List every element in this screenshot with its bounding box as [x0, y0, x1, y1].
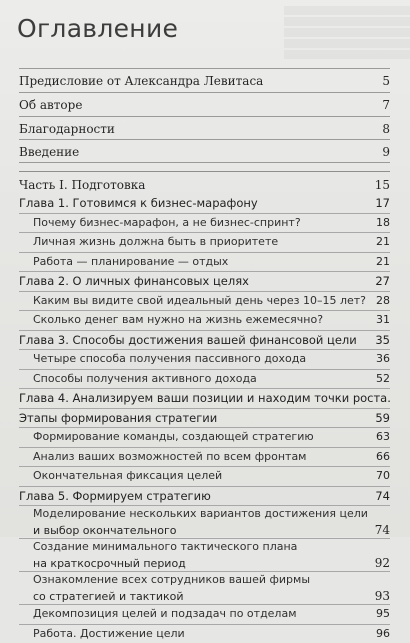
toc-entry-text: Декомпозиция целей и подзадач по отделам	[19, 605, 372, 624]
toc-entry-text: Формирование команды, создающей стратегию	[19, 428, 372, 447]
toc-entry-page: 5	[378, 74, 390, 88]
toc-entry[interactable]	[19, 538, 390, 555]
toc-entry-page: 59	[371, 409, 390, 428]
toc-entry[interactable]	[19, 604, 390, 624]
toc-entry-page: 9	[378, 145, 390, 159]
toc-entry-text: Глава 3. Способы достижения вашей финансовой цели	[19, 331, 371, 350]
toc-entry-text: Работа — планирование — отдых	[19, 253, 372, 272]
toc-entry[interactable]	[19, 330, 390, 350]
toc-entry[interactable]	[19, 427, 390, 447]
toc-entry[interactable]	[19, 486, 390, 506]
toc-entry-page: 31	[372, 311, 390, 330]
toc-entry-introduction[interactable]	[19, 139, 390, 168]
toc-entry-page: 35	[371, 331, 390, 350]
toc-entry-text: Работа. Достижение цели	[19, 625, 372, 643]
toc-entry-text: Часть I. Подготовка	[19, 176, 371, 194]
toc-entry-page: 8	[378, 122, 390, 136]
page-title: Оглавление	[17, 14, 178, 43]
table-of-contents	[19, 68, 390, 643]
toc-entry-text: Предисловие от Александра Левитаса	[19, 74, 378, 88]
toc-entry-text: Глава 4. Анализируем ваши позиции и находим точки роста.	[19, 389, 391, 408]
toc-entry-page: 18	[372, 214, 390, 233]
toc-entry-page: 74	[371, 522, 390, 538]
toc-entry-continuation[interactable]	[19, 522, 390, 538]
toc-entry-text: Четыре способа получения пассивного дохода	[19, 350, 372, 369]
toc-entry-page: 93	[371, 588, 390, 604]
toc-entry-text: Сколько денег вам нужно на жизнь ежемесячно?	[19, 311, 372, 330]
toc-entry-text: Об авторе	[19, 98, 378, 112]
toc-entry-page: 36	[372, 350, 390, 369]
toc-entry-text: Ознакомление всех сотрудников вашей фирмы	[19, 572, 386, 588]
toc-entry[interactable]	[19, 291, 390, 311]
toc-entry[interactable]	[19, 271, 390, 291]
toc-entry-page: 74	[371, 487, 390, 506]
toc-entry-text: Почему бизнес-марафон, а не бизнес-спринт?	[19, 214, 372, 233]
toc-entry-text: Глава 5. Формируем стратегию	[19, 487, 371, 506]
toc-entry-text: Окончательная фиксация целей	[19, 467, 372, 486]
toc-entry-text: и выбор окончательного	[19, 523, 371, 539]
toc-entry-page: 66	[372, 448, 390, 467]
bleed-through-text	[230, 6, 410, 76]
toc-entry-page: 21	[372, 233, 390, 252]
toc-entry-text: Личная жизнь должна быть в приоритете	[19, 233, 372, 252]
toc-entry[interactable]	[19, 194, 390, 213]
toc-entry[interactable]	[19, 349, 390, 369]
toc-part-entry[interactable]	[19, 176, 390, 194]
toc-entry-page: 27	[371, 272, 390, 291]
toc-entry-page: 96	[372, 625, 390, 643]
toc-entry[interactable]	[19, 310, 390, 330]
toc-entry[interactable]	[19, 466, 390, 486]
toc-entry-text: Благодарности	[19, 122, 378, 136]
toc-entry-text: Каким вы видите свой идеальный день через 10–15 лет?	[19, 292, 372, 311]
toc-entry-text: Глава 1. Готовимся к бизнес-марафону	[19, 194, 371, 213]
toc-entry-page: 92	[371, 555, 390, 571]
toc-entry-page: 15	[371, 176, 390, 194]
toc-entry[interactable]	[19, 505, 390, 522]
toc-entry-text: Глава 2. О личных финансовых целях	[19, 272, 371, 291]
toc-entry[interactable]	[19, 213, 390, 233]
toc-chapter-list	[19, 194, 390, 643]
toc-entry[interactable]	[19, 252, 390, 272]
toc-entry-text: Моделирование нескольких вариантов достижения цели	[19, 506, 386, 522]
toc-entry[interactable]	[19, 408, 390, 428]
toc-entry-text: со стратегией и тактикой	[19, 589, 371, 605]
toc-part-1	[19, 171, 390, 643]
toc-entry[interactable]	[19, 232, 390, 252]
toc-entry-text: Анализ ваших возможностей по всем фронтам	[19, 448, 372, 467]
toc-entry-page: 95	[372, 605, 390, 624]
toc-entry-text: на краткосрочный период	[19, 556, 371, 572]
toc-entry[interactable]	[19, 571, 390, 588]
toc-entry[interactable]	[19, 388, 390, 408]
toc-entry[interactable]	[19, 369, 390, 389]
toc-entry-preface[interactable]	[19, 68, 390, 92]
toc-entry[interactable]	[19, 447, 390, 467]
toc-entry-page: 52	[372, 370, 390, 389]
toc-entry-text: Создание минимального тактического плана	[19, 539, 386, 555]
toc-entry-text: Способы получения активного дохода	[19, 370, 372, 389]
toc-entry-page: 70	[372, 467, 390, 486]
toc-entry-text: Введение	[19, 145, 378, 159]
toc-entry-page: 17	[371, 194, 390, 213]
toc-entry-about-author[interactable]	[19, 92, 390, 116]
toc-entry-page: 21	[372, 253, 390, 272]
toc-entry-page: 63	[372, 428, 390, 447]
toc-entry-continuation[interactable]	[19, 588, 390, 604]
toc-entry-continuation[interactable]	[19, 555, 390, 571]
toc-entry[interactable]	[19, 624, 390, 643]
toc-entry-page: 28	[372, 292, 390, 311]
toc-entry-acknowledgements[interactable]	[19, 116, 390, 139]
toc-entry-page: 7	[378, 98, 390, 112]
toc-entry-text: Этапы формирования стратегии	[19, 409, 371, 428]
